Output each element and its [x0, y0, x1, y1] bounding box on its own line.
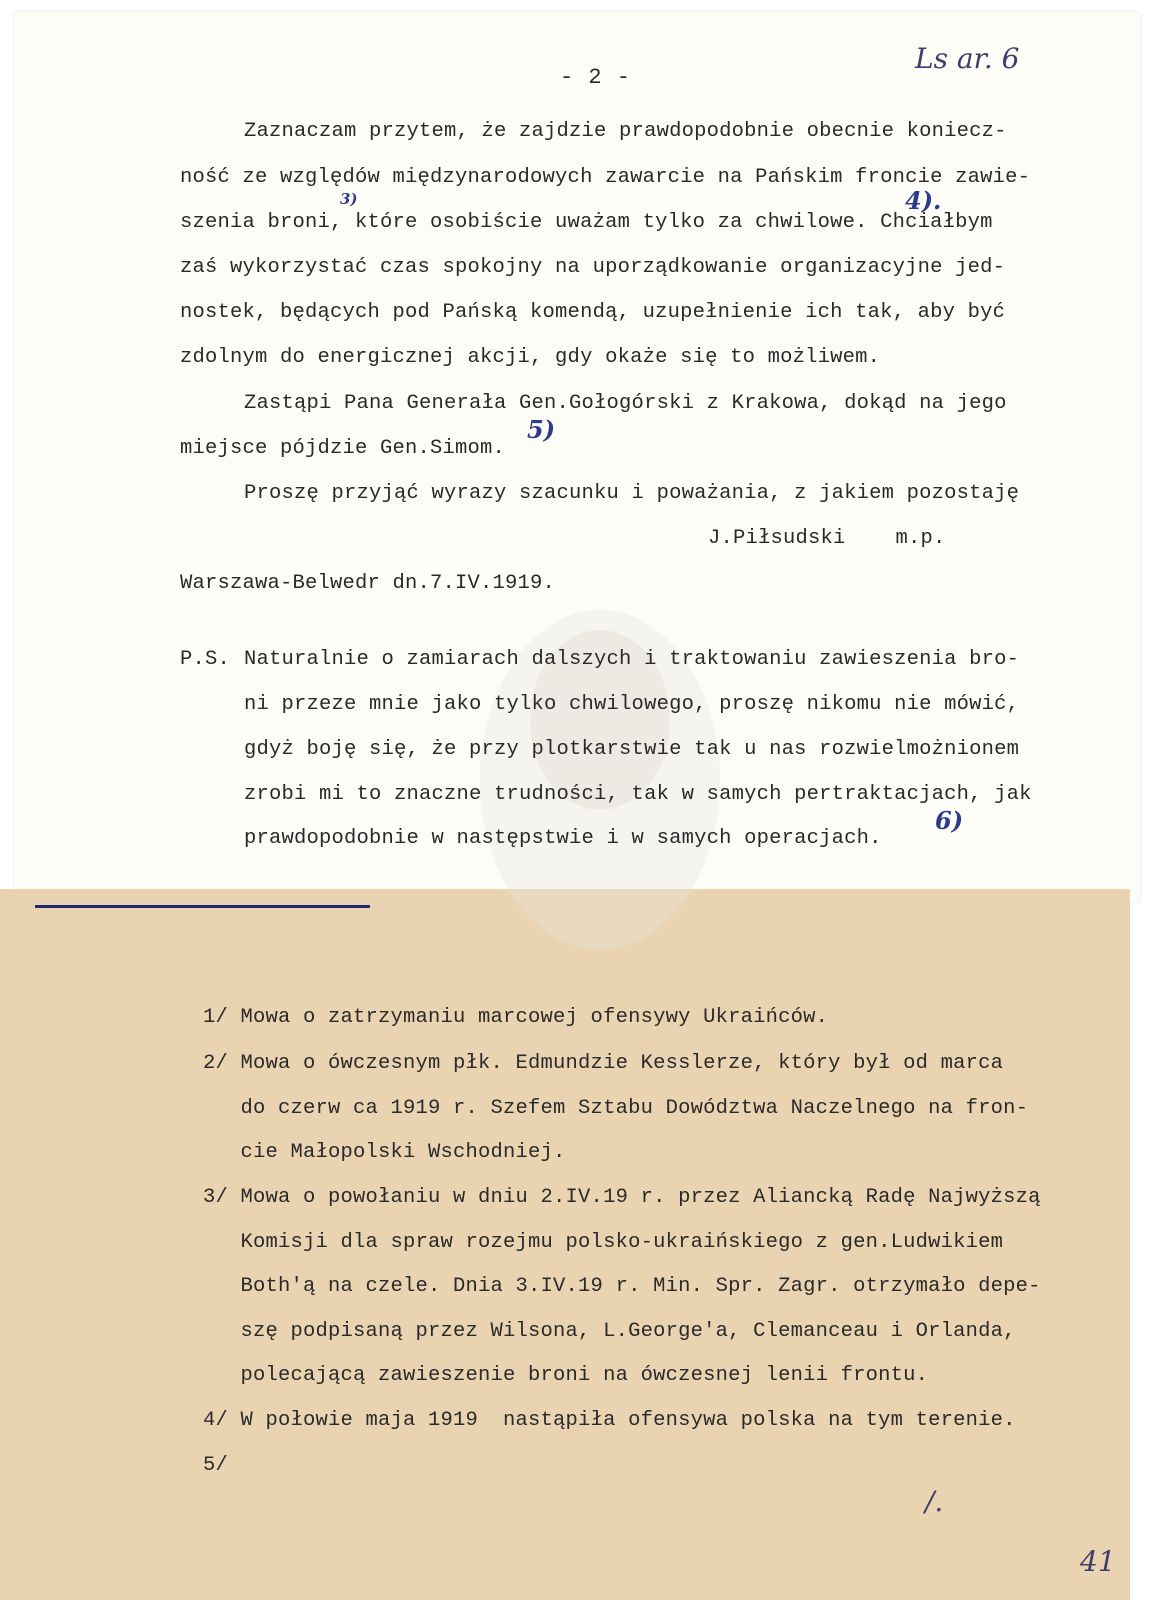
page-number: - 2 -	[560, 65, 632, 90]
letter-line: zdolnym do energicznej akcji, gdy okaże się to możliwem.	[180, 346, 881, 369]
letter-line: szenia broni, które osobiście uważam tylko za chwilowe. Chciałbym	[180, 211, 993, 234]
footnote-line: 3/ Mowa o powołaniu w dniu 2.IV.19 r. przez Aliancką Radę Najwyższą	[203, 1186, 1041, 1209]
letter-line: miejsce pójdzie Gen.Simom.	[180, 437, 506, 460]
footnote-line: polecającą zawieszenie broni na ówczesnej lenii frontu.	[203, 1364, 929, 1387]
letter-line: nostek, będących pod Pańską komendą, uzupełnienie ich tak, aby być	[180, 301, 1006, 324]
footnote-line: 2/ Mowa o ówczesnym płk. Edmundzie Kesslerze, który był od marca	[203, 1052, 1004, 1075]
postscript-line: gdyż boję się, że przy plotkarstwie tak u nas rozwielmożnionem	[244, 738, 1020, 761]
postscript-line: prawdopodobnie w następstwie i w samych operacjach.	[244, 827, 882, 850]
postscript-line: ni przeze mnie jako tylko chwilowego, proszę nikomu nie mówić,	[244, 693, 1020, 716]
footnote-separator	[35, 905, 370, 908]
footnote-line: 5/	[203, 1454, 229, 1477]
handwritten-page-count: 41	[1080, 1545, 1116, 1578]
letter-line: Proszę przyjąć wyrazy szacunku i poważania, z jakiem pozostaję	[244, 482, 1020, 505]
footnote-line: szę podpisaną przez Wilsona, L.George'a, Clemanceau i Orlanda,	[203, 1320, 1016, 1343]
handwritten-slash: /.	[925, 1485, 944, 1518]
footnote-line: cie Małopolski Wschodniej.	[203, 1141, 566, 1164]
letter-line: ność ze względów międzynarodowych zawarcie na Pańskim froncie zawie-	[180, 166, 1031, 189]
letter-line: zaś wykorzystać czas spokojny na uporządkowanie organizacyjne jed-	[180, 256, 1006, 279]
footnote-line: 1/ Mowa o zatrzymaniu marcowej ofensywy Ukraińców.	[203, 1006, 829, 1029]
postscript-line: Naturalnie o zamiarach dalszych i traktowaniu zawieszenia bro-	[244, 648, 1020, 671]
footnote-line: Both'ą na czele. Dnia 3.IV.19 r. Min. Spr. Zagr. otrzymało depe-	[203, 1275, 1041, 1298]
footnote-marker-6: 6)	[935, 806, 964, 835]
letter-line: Zastąpi Pana Generała Gen.Gołogórski z Krakowa, dokąd na jego	[244, 392, 1007, 415]
footnote-marker-4: 4).	[905, 186, 942, 215]
place-date: Warszawa-Belwedr dn.7.IV.1919.	[180, 572, 556, 595]
letter-line: Zaznaczam przytem, że zajdzie prawdopodobnie obecnie koniecz-	[244, 120, 1007, 143]
postscript-line: zrobi mi to znaczne trudności, tak w samych pertraktacjach, jak	[244, 783, 1032, 806]
footnote-marker-5: 5)	[527, 415, 556, 444]
postscript-label: P.S.	[180, 648, 231, 671]
footnote-marker-3: 3)	[340, 190, 358, 208]
archive-note: Ls ar. 6	[915, 42, 1020, 75]
footnote-line: do czerw ca 1919 r. Szefem Sztabu Dowództwa Naczelnego na fron-	[203, 1097, 1029, 1120]
signature: J.Piłsudski m.p.	[708, 527, 946, 550]
footnote-line: Komisji dla spraw rozejmu polsko-ukraińskiego z gen.Ludwikiem	[203, 1231, 1004, 1254]
footnote-line: 4/ W połowie maja 1919 nastąpiła ofensywa polska na tym terenie.	[203, 1409, 1016, 1432]
